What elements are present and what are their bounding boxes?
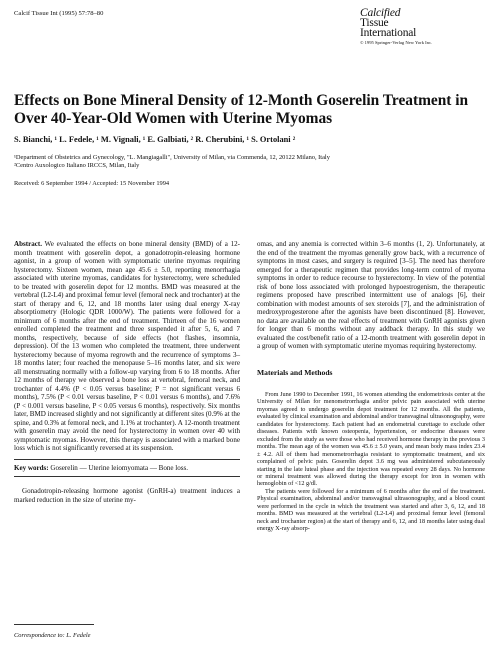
left-column	[14, 240, 240, 504]
keywords-rule-top	[14, 459, 240, 460]
logo-line-2: Tissue	[360, 17, 389, 29]
received-dates: Received: 6 September 1994 / Accepted: 15 November 1994	[14, 180, 170, 187]
affiliation-2: ²Centro Auxologico Italiano IRCCS, Milan, Italy	[14, 162, 140, 170]
keywords	[14, 464, 240, 473]
affiliations	[14, 154, 484, 170]
methods-paragraph-1: From June 1990 to December 1991, 16 women attending the endometriosis center at the University of Milan for menometrorrhagia and/or pelvic pain associated with uterine myomas agreed to undergo goserelin depot treatment for 12 months. All the patients, evaluated by clinical examination and abdominal and/or transvaginal ultrasonography, were candidates for hysterectomy. Each patient had an endometrial curettage to exclude other diseases. Patients with known osteopenia, hypertension, or endocrine diseases were excluded from the study as were those who had received hormone therapy in the previous 3 months. The mean age of the women was 45.6 ± 5.0 years, and mean body mass index 23.4 ± 4.2. All of them had menometrorrhagia resistant to symptomatic treatment, and six complained of pelvic pain. Goserelin depot 3.6 mg was administered subcutaneously starting in the late luteal phase and the injection was repeated every 28 days. No hormone or mineral treatment was allowed during the therapy except for iron in women with hemoglobin of <12 g/dl.	[257, 391, 485, 488]
author-list: S. Bianchi, ¹ L. Fedele, ¹ M. Vignali, ¹ E. Galbiati, ² R. Cherubini, ¹ S. Ortolani ²	[14, 135, 296, 144]
intro-paragraph-start: Gonadotropin-releasing hormone agonist (GnRH-a) treatment induces a marked reduction in the size of uterine my-	[14, 487, 240, 504]
abstract-label: Abstract.	[14, 240, 42, 248]
abstract	[14, 240, 240, 453]
abstract-text: We evaluated the effects on bone mineral density (BMD) of a 12-month treatment with goserelin depot, a gonadotropin-releasing hormone agonist, in a group of women with symptomatic uterine myomas requiring hysterectomy. Sixteen women, mean age 45.6 ± 5.0, reporting menorrhagia associated with uterine myomas, candidates for hysterectomy, were scheduled to be treated with goserelin depot for 12 months. BMD was measured at the vertebral (L2-L4) and proximal femur level (femoral neck and trochanter) at the start of therapy and 6, 12, and 18 months later using dual energy X-ray absorptiometry (Hologic QDR 1000/W). The patients were followed for a minimum of 6 months after the end of treatment. Thirteen of the 16 women enrolled completed the treatment and three suspended it after 5, 6, and 7 months, respectively, because of side effects (hot flashes, insomnia, depression). Of the 13 women who completed the treatment, three underwent hysterectomy because of myoma regrowth and the recurrence of symptoms 3–18 months later; four reached the menopause 5–16 months later, and six were all menstruating normally with a follow-up varying from 6 to 18 months. After 12 months of therapy we observed a bone loss at vertebral, femoral neck, and trochanter of 4.4% (P < 0.05 versus baseline; P = not significant versus 6 months), 7.5% (P < 0.01 versus baseline, P < 0.01 versus 6 months), and 7.6% (P < 0.001 versus baseline, P < 0.05 versus 6 months), respectively. Six months later, BMD increased slightly and not significantly at different sites (0.9% at the spine, and 0.3% at femoral neck, and 1.1% at trochanter). A 12-month treatment with goserelin may avoid the need for hysterectomy in women over 40 with symptomatic myomas. However, this therapy is associated with a marked bone loss which is not significantly reversed at its suspension.	[14, 240, 240, 452]
keywords-text: Goserelin — Uterine leiomyomata — Bone loss.	[50, 463, 189, 472]
right-column	[257, 240, 485, 533]
copyright: © 1995 Springer-Verlag New York Inc.	[360, 40, 433, 45]
intro-paragraph-continued: omas, and any anemia is corrected within 3–6 months (1, 2). Unfortunately, at the end of the treatment the myomas generally grow back, with a recurrence of symptoms in most cases, and surgery is required [3–5]. The need has therefore emerged for a therapeutic regimen that provides long-term control of myoma symptoms in order to reduce recourse to hysterectomy. In view of the potential risk of bone loss associated with prolonged hypoestrogenism, the therapeutic regimens proposed have prescribed intermittent use of analogs [6], their combination with modest amounts of sex steroids [7], and the administration of medroxyprogesterone after the agonists have been discontinued [8]. However, no data are available on the real effects of treatment with GnRH agonists given for longer than 6 months without any addback therapy. In this study we evaluated the cost/benefit ratio of a 12-month treatment with goserelin depot in a group of women with symptomatic uterine myomas requiring hysterectomy.	[257, 240, 485, 350]
logo-line-3: International	[360, 27, 417, 39]
journal-citation: Calcif Tissue Int (1995) 57:78–80	[14, 10, 104, 17]
methods-heading: Materials and Methods	[257, 367, 333, 377]
footnote-rule	[14, 624, 94, 625]
journal-logo	[360, 8, 480, 45]
correspondence-note: Correspondence to: L. Fedele	[14, 632, 91, 639]
affiliation-1: ¹Department of Obstetrics and Gynecology, "L. Mangiagalli", University of Milan, via Commenda, 12, 20122 Milano, Italy	[14, 154, 330, 161]
keywords-label: Key words:	[14, 463, 49, 472]
logo-line-1: Calcified	[360, 7, 401, 19]
paper-title: Effects on Bone Mineral Density of 12-Month Goserelin Treatment in Over 40-Year-Old Women with Uterine Myomas	[14, 92, 469, 127]
methods-paragraph-2: The patients were followed for a minimum of 6 months after the end of the treatment. Physical examination, abdominal and/or transvaginal ultrasonography, and a blood count were performed in the cycle in which the treatment was started and after 3, 6, 12, and 18 months. BMD was measured at the vertebral (L2-L4) and proximal femur level (femoral neck and trochanter region) at the start of therapy and 6, 12, and 18 months later using dual energy X-ray absorp-	[257, 487, 485, 533]
